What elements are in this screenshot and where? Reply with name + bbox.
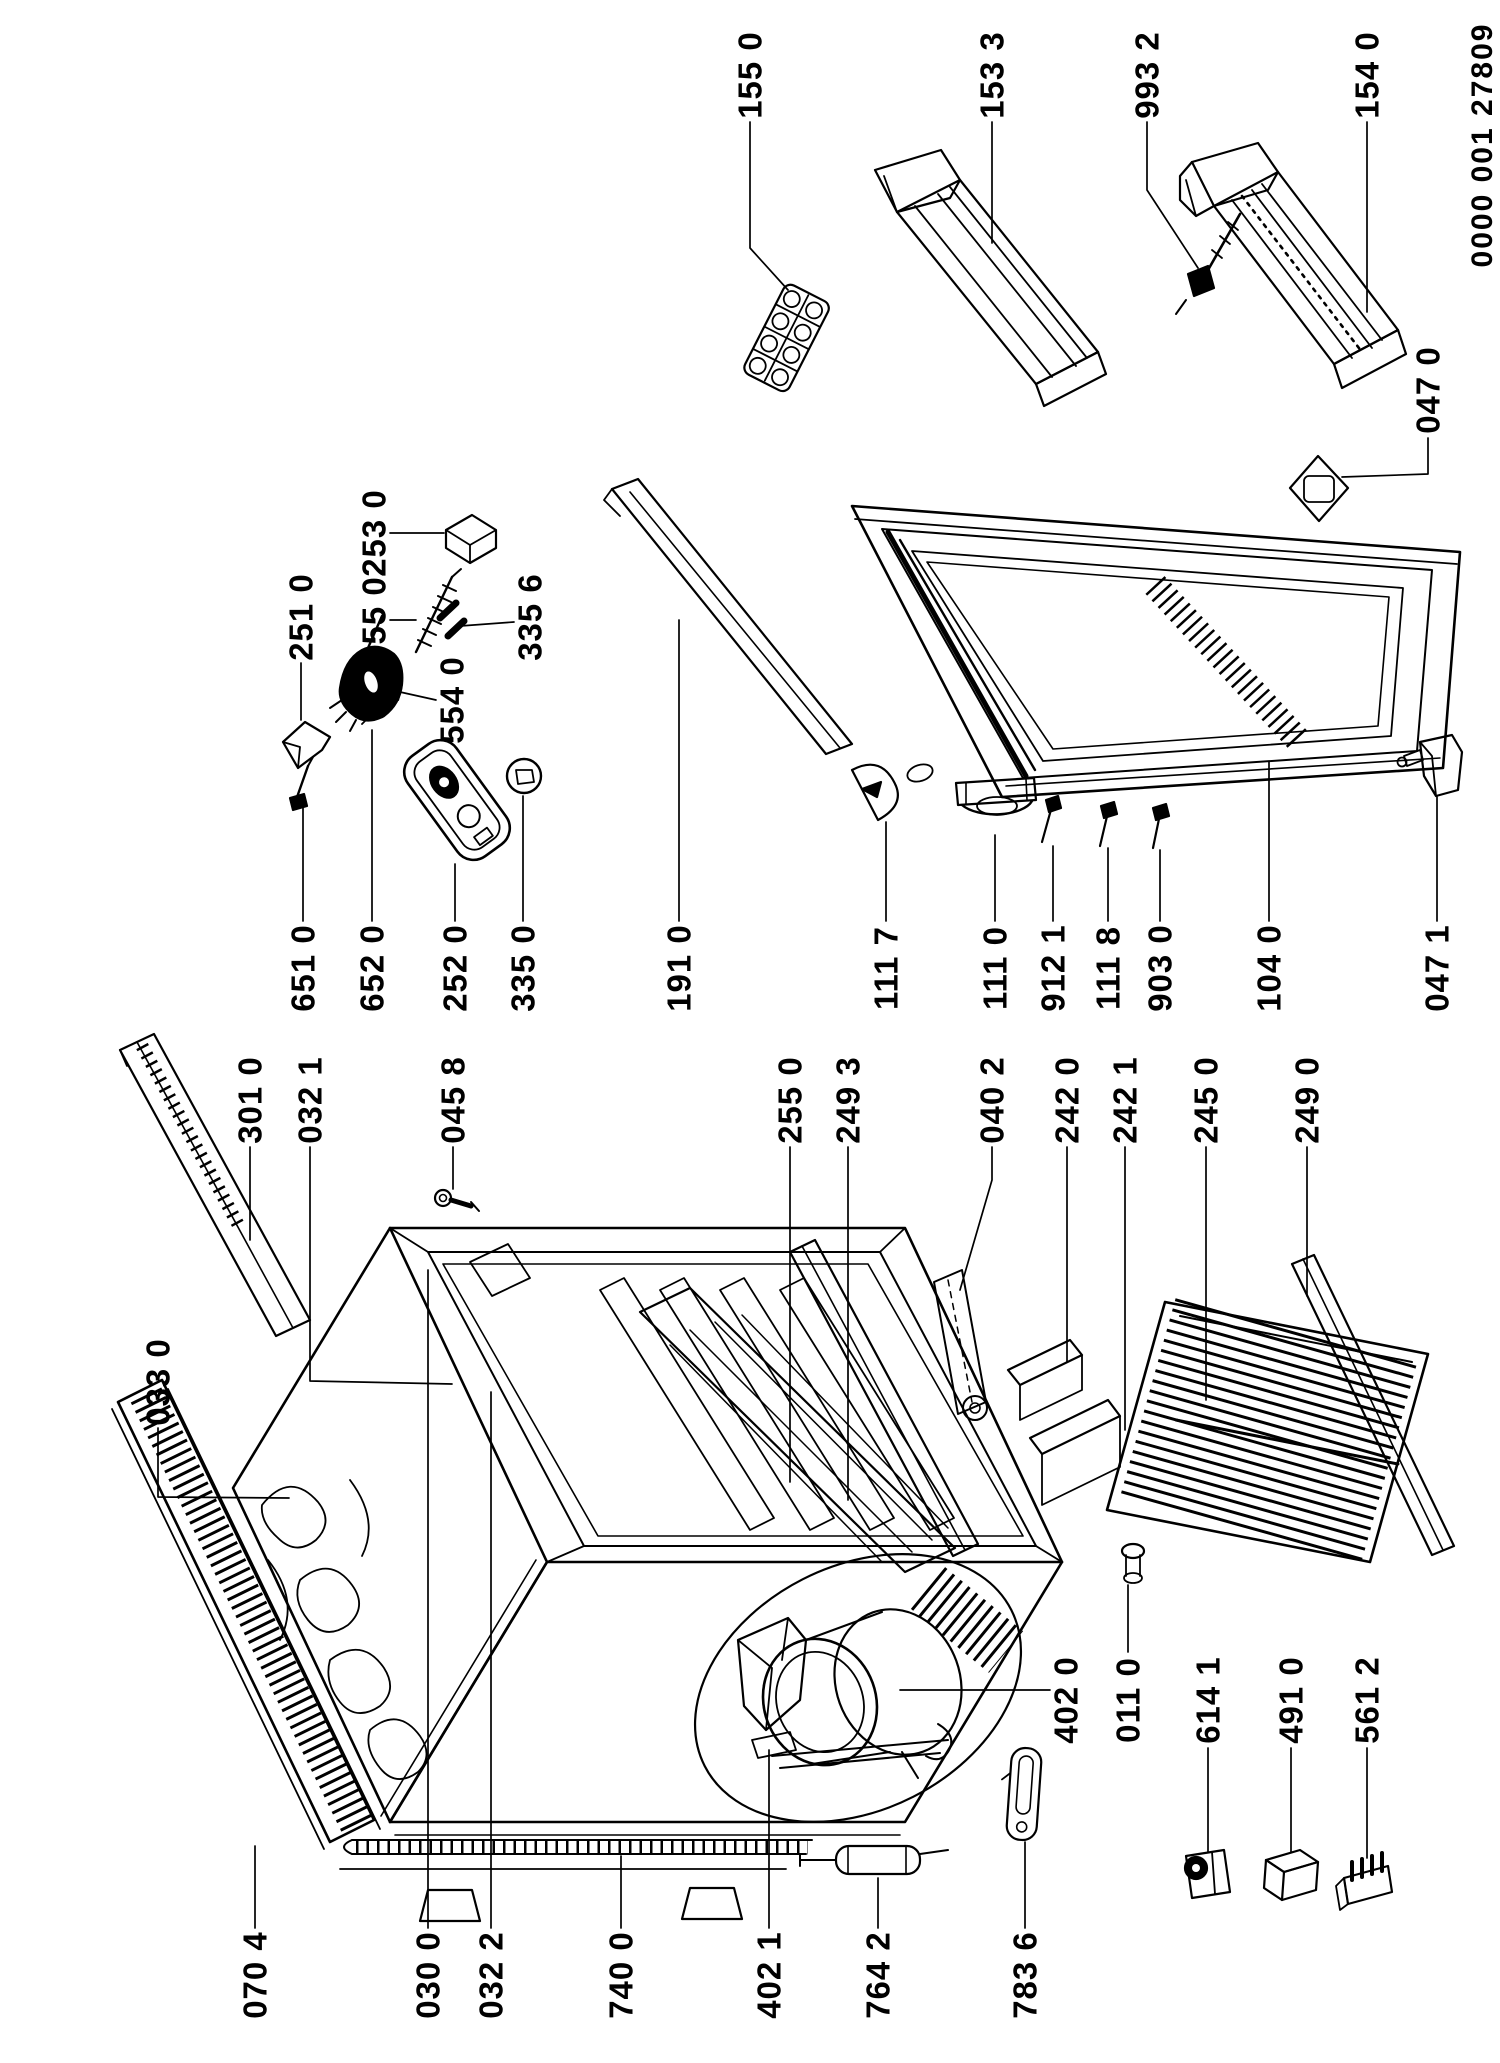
condenser-panel-icon <box>112 1380 380 1849</box>
cover-strip-icon <box>998 1747 1042 1841</box>
part-label-111-7: 111 7 <box>867 926 905 1010</box>
terminal-block-icon <box>1336 1853 1392 1910</box>
part-label-242-0: 242 0 <box>1048 1056 1086 1144</box>
egg-tray-icon <box>742 282 832 394</box>
part-label-764-2: 764 2 <box>859 1931 897 2019</box>
corner-cap-icon <box>283 722 330 768</box>
knob-icon <box>507 759 541 793</box>
part-label-011-0: 011 0 <box>1109 1657 1147 1743</box>
part-label-104-0: 104 0 <box>1250 924 1288 1012</box>
leader-line-032-1 <box>310 1147 452 1384</box>
hinge-teardrop-icon <box>852 765 898 820</box>
grommet-icon <box>1122 1544 1144 1583</box>
part-label-491-0: 491 0 <box>1272 1656 1310 1744</box>
part-label-561-2: 561 2 <box>1348 1656 1386 1744</box>
part-label-251-0: 251 0 <box>282 573 320 661</box>
part-label-070-4: 070 4 <box>236 1931 274 2019</box>
part-label-301-0: 301 0 <box>231 1056 269 1144</box>
insulation-squiggles <box>262 1480 427 1779</box>
leader-line-155-0 <box>750 122 788 290</box>
leader-line-335-6 <box>460 622 514 626</box>
part-label-111-8: 111 8 <box>1089 926 1127 1010</box>
compressor-bracket-icon <box>738 1618 806 1758</box>
part-label-740-0: 740 0 <box>602 1931 640 2019</box>
part-label-249-0: 249 0 <box>1288 1056 1326 1144</box>
top-rail-icon <box>120 1034 310 1336</box>
part-label-045-8: 045 8 <box>434 1056 472 1144</box>
partition-2-icon <box>1030 1400 1120 1505</box>
door-handle-icon <box>875 150 1106 406</box>
filter-drier-icon <box>800 1846 948 1874</box>
base-tube-assembly <box>340 1840 812 1921</box>
part-label-253-0: 253 0 <box>355 489 393 577</box>
part-label-153-3: 153 3 <box>973 31 1011 119</box>
partition-icon <box>1008 1340 1082 1420</box>
part-label-155-0: 155 0 <box>731 31 769 119</box>
part-label-335-6: 335 6 <box>511 573 549 661</box>
part-label-191-0: 191 0 <box>660 924 698 1012</box>
hinge-cover-icon <box>1290 456 1348 521</box>
hinge-bracket-icon <box>1398 735 1463 796</box>
part-label-030-0: 030 0 <box>409 1931 447 2019</box>
part-label-252-0: 252 0 <box>436 924 474 1012</box>
part-label-993-2: 993 2 <box>1128 31 1166 119</box>
wire-shelf-icon <box>1107 1302 1428 1562</box>
part-label-783-6: 783 6 <box>1006 1931 1044 2019</box>
doc-number: 0000 001 27809 <box>1466 22 1499 268</box>
leader-line-047-0 <box>1342 438 1428 477</box>
part-label-111-0: 111 0 <box>976 926 1014 1010</box>
relay-cover-icon <box>1264 1850 1318 1900</box>
part-label-655-0: 655 0 <box>355 576 393 664</box>
freezer-door <box>852 506 1460 797</box>
door-screw-2-icon <box>1100 802 1117 846</box>
part-label-249-3: 249 3 <box>829 1056 867 1144</box>
thermostat-bracket-icon <box>934 1270 987 1420</box>
latch-icon <box>446 515 496 563</box>
door-screw-icon <box>1042 796 1061 842</box>
part-label-255-0: 255 0 <box>771 1056 809 1144</box>
part-label-614-1: 614 1 <box>1189 1656 1227 1744</box>
part-label-047-0: 047 0 <box>1409 346 1447 434</box>
starter-relay-icon <box>1185 1850 1230 1898</box>
part-label-651-0: 651 0 <box>284 924 322 1012</box>
part-label-033-0: 033 0 <box>139 1338 177 1426</box>
part-label-554-0: 554 0 <box>433 656 471 744</box>
part-label-402-0: 402 0 <box>1047 1656 1085 1744</box>
leader-line-040-2 <box>960 1147 992 1290</box>
part-label-242-1: 242 1 <box>1106 1056 1144 1144</box>
part-label-032-1: 032 1 <box>291 1056 329 1144</box>
part-label-245-0: 245 0 <box>1187 1056 1225 1144</box>
compressor-recess <box>649 1501 1066 1875</box>
part-label-032-2: 032 2 <box>472 1931 510 2019</box>
door-handle-2-icon <box>1180 143 1406 388</box>
part-label-903-0: 903 0 <box>1141 924 1179 1012</box>
part-label-047-1: 047 1 <box>1418 924 1456 1012</box>
door-trim-strip <box>604 479 852 754</box>
part-label-652-0: 652 0 <box>353 924 391 1012</box>
part-label-912-1: 912 1 <box>1034 924 1072 1012</box>
part-label-335-0: 335 0 <box>504 924 542 1012</box>
handle-screw-icon <box>1176 214 1240 314</box>
door-screw-3-icon <box>1153 804 1169 848</box>
control-panel-icon <box>396 732 517 868</box>
part-label-402-1: 402 1 <box>750 1931 788 2019</box>
spring-icon <box>416 569 461 652</box>
part-label-040-2: 040 2 <box>973 1056 1011 1144</box>
pin-icon <box>440 603 464 636</box>
cabinet-screw-icon <box>435 1190 479 1211</box>
part-label-154-0: 154 0 <box>1348 31 1386 119</box>
leader-line-554-0 <box>400 692 436 700</box>
